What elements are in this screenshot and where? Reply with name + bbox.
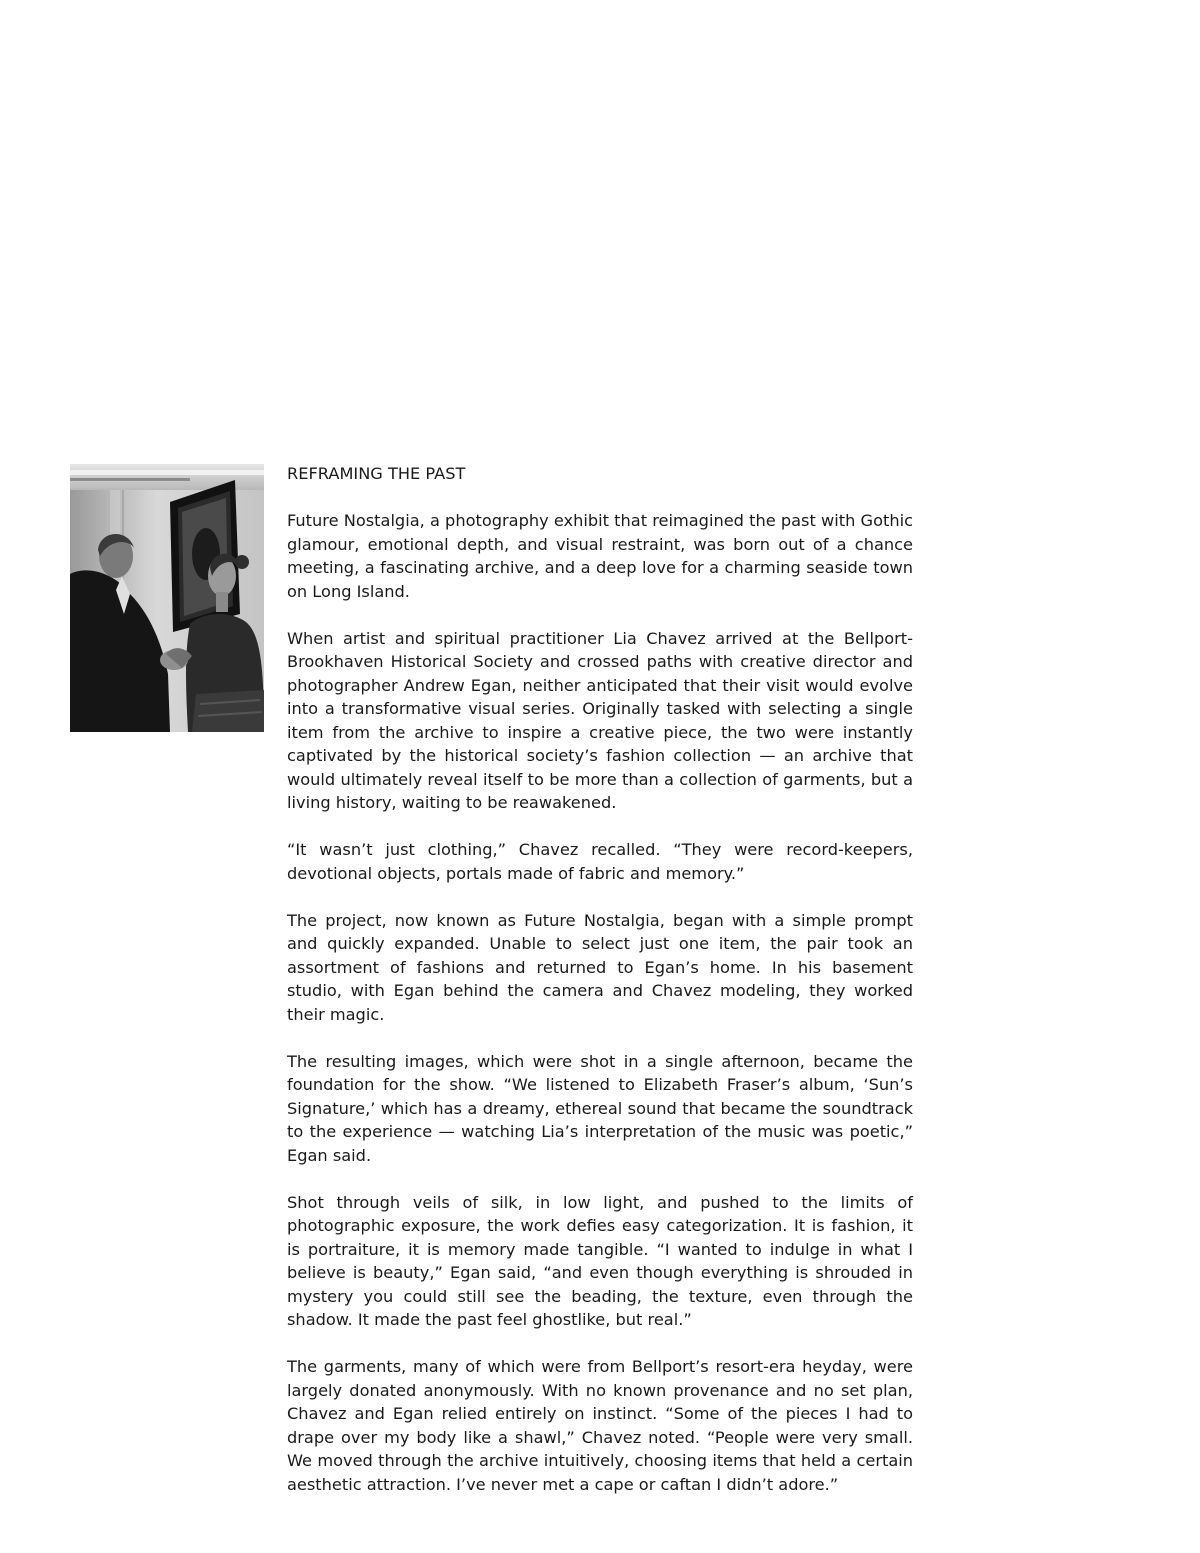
article-paragraph: “It wasn’t just clothing,” Chavez recalled. “They were record-keepers, devotional objects, portals made of fabric and memory.” — [287, 840, 913, 883]
article-body — [287, 462, 913, 1496]
article-paragraph: When artist and spiritual practitioner Lia Chavez arrived at the Bellport-Brookhaven Historical Society and crossed paths with creative director and photographer Andrew Egan, neither anticipated that their visit would evolve into a transformative visual series. Originally tasked with selecting a single item from the archive to inspire a creative piece, the two were instantly captivated by the historical society’s fashion collection — an archive that would ultimately reveal itself to be more than a collection of garments, but a living history, waiting to be reawakened. — [287, 628, 913, 812]
article-paragraph: The project, now known as Future Nostalgia, began with a simple prompt and quickly expanded. Unable to select just one item, the pair took an assortment of fashions and returned to Egan’s home. In his basement studio, with Egan behind the camera and Chavez modeling, they worked their magic. — [287, 910, 913, 1024]
article-paragraph: Future Nostalgia, a photography exhibit that reimagined the past with Gothic glamour, emotional depth, and visual restraint, was born out of a chance meeting, a fascinating archive, and a deep love for a charming seaside town on Long Island. — [287, 511, 913, 601]
article-paragraph: The garments, many of which were from Bellport’s resort-era heyday, were largely donated anonymously. With no known provenance and no set plan, Chavez and Egan relied entirely on instinct. “Some of the pieces I had to drape over my body like a shawl,” Chavez noted. “People were very small. We moved through the archive intuitively, choosing items that held a certain aesthetic attraction. I’ve never met a cape or caftan I didn’t adore.” — [287, 1357, 913, 1494]
article-heading: REFRAMING THE PAST — [287, 464, 466, 483]
article-paragraph: Shot through veils of silk, in low light, and pushed to the limits of photographic exposure, the work defies easy categorization. It is fashion, it is portraiture, it is memory made tangible. “I wanted to indulge in what I believe is beauty,” Egan said, “and even though everything is shrouded in mystery you could still see the beading, the texture, even through the shadow. It made the past feel ghostlike, but real.” — [287, 1192, 913, 1329]
article-photo — [70, 464, 264, 732]
article-paragraph: The resulting images, which were shot in a single afternoon, became the foundation for the show. “We listened to Elizabeth Fraser’s album, ‘Sun’s Signature,’ which has a dreamy, ethereal sound that became the soundtrack to the experience — watching Lia’s interpretation of the music was poetic,” Egan said. — [287, 1051, 913, 1165]
